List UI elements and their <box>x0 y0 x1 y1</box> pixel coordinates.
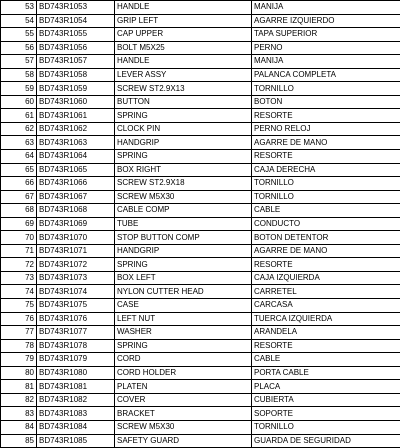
spanish-description-cell: GUARDA DE SEGURIDAD <box>252 434 400 448</box>
part-number-cell: BD743R1084 <box>37 420 115 434</box>
item-number-cell: 81 <box>1 380 37 394</box>
english-description-cell: HANDGRIP <box>115 244 252 258</box>
item-number-cell: 67 <box>1 190 37 204</box>
english-description-cell: SCREW ST2.9X18 <box>115 177 252 191</box>
item-number-cell: 65 <box>1 163 37 177</box>
part-number-cell: BD743R1057 <box>37 55 115 69</box>
item-number-cell: 57 <box>1 55 37 69</box>
part-number-cell: BD743R1062 <box>37 122 115 136</box>
part-number-cell: BD743R1067 <box>37 190 115 204</box>
english-description-cell: BOLT M5X25 <box>115 41 252 55</box>
table-row <box>1 339 400 353</box>
part-number-cell: BD743R1058 <box>37 68 115 82</box>
part-number-cell: BD743R1082 <box>37 393 115 407</box>
english-description-cell: WASHER <box>115 326 252 340</box>
part-number-cell: BD743R1076 <box>37 312 115 326</box>
english-description-cell: GRIP LEFT <box>115 14 252 28</box>
english-description-cell: CLOCK PIN <box>115 122 252 136</box>
spanish-description-cell: AGARRE IZQUIERDO <box>252 14 400 28</box>
spanish-description-cell: AGARRE DE MANO <box>252 136 400 150</box>
spanish-description-cell: PERNO RELOJ <box>252 122 400 136</box>
table-row <box>1 177 400 191</box>
item-number-cell: 68 <box>1 204 37 218</box>
spanish-description-cell: TUERCA IZQUIERDA <box>252 312 400 326</box>
english-description-cell: STOP BUTTON COMP <box>115 231 252 245</box>
english-description-cell: BRACKET <box>115 407 252 421</box>
table-row <box>1 244 400 258</box>
english-description-cell: CABLE COMP <box>115 204 252 218</box>
part-number-cell: BD743R1069 <box>37 217 115 231</box>
item-number-cell: 80 <box>1 366 37 380</box>
item-number-cell: 73 <box>1 271 37 285</box>
spanish-description-cell: CABLE <box>252 353 400 367</box>
item-number-cell: 69 <box>1 217 37 231</box>
spanish-description-cell: CAJA DERECHA <box>252 163 400 177</box>
english-description-cell: CAP UPPER <box>115 28 252 42</box>
english-description-cell: PLATEN <box>115 380 252 394</box>
parts-table-body <box>1 1 400 448</box>
english-description-cell: SCREW ST2.9X13 <box>115 82 252 96</box>
english-description-cell: SPRING <box>115 258 252 272</box>
item-number-cell: 71 <box>1 244 37 258</box>
table-row <box>1 407 400 421</box>
english-description-cell: SCREW M5X30 <box>115 420 252 434</box>
spanish-description-cell: CABLE <box>252 204 400 218</box>
english-description-cell: HANDLE <box>115 55 252 69</box>
part-number-cell: BD743R1065 <box>37 163 115 177</box>
table-row <box>1 326 400 340</box>
english-description-cell: COVER <box>115 393 252 407</box>
table-row <box>1 190 400 204</box>
part-number-cell: BD743R1063 <box>37 136 115 150</box>
table-row <box>1 366 400 380</box>
spanish-description-cell: ARANDELA <box>252 326 400 340</box>
item-number-cell: 79 <box>1 353 37 367</box>
spanish-description-cell: RESORTE <box>252 339 400 353</box>
spanish-description-cell: RESORTE <box>252 150 400 164</box>
spanish-description-cell: CAJA IZQUIERDA <box>252 271 400 285</box>
english-description-cell: SCREW M5X30 <box>115 190 252 204</box>
spanish-description-cell: CONDUCTO <box>252 217 400 231</box>
english-description-cell: BUTTON <box>115 95 252 109</box>
part-number-cell: BD743R1053 <box>37 1 115 15</box>
part-number-cell: BD743R1060 <box>37 95 115 109</box>
part-number-cell: BD743R1066 <box>37 177 115 191</box>
english-description-cell: CASE <box>115 299 252 313</box>
table-row <box>1 68 400 82</box>
item-number-cell: 74 <box>1 285 37 299</box>
table-row <box>1 420 400 434</box>
table-row <box>1 1 400 15</box>
spanish-description-cell: CUBIERTA <box>252 393 400 407</box>
part-number-cell: BD743R1064 <box>37 150 115 164</box>
table-row <box>1 271 400 285</box>
table-row <box>1 312 400 326</box>
table-row <box>1 82 400 96</box>
english-description-cell: BOX LEFT <box>115 271 252 285</box>
spanish-description-cell: CARCASA <box>252 299 400 313</box>
item-number-cell: 60 <box>1 95 37 109</box>
part-number-cell: BD743R1078 <box>37 339 115 353</box>
table-row <box>1 95 400 109</box>
spanish-description-cell: MANIJA <box>252 55 400 69</box>
table-row <box>1 41 400 55</box>
english-description-cell: NYLON CUTTER HEAD <box>115 285 252 299</box>
item-number-cell: 54 <box>1 14 37 28</box>
english-description-cell: SPRING <box>115 339 252 353</box>
spanish-description-cell: CARRETEL <box>252 285 400 299</box>
table-row <box>1 285 400 299</box>
table-row <box>1 258 400 272</box>
table-row <box>1 204 400 218</box>
item-number-cell: 58 <box>1 68 37 82</box>
spanish-description-cell: BOTON DETENTOR <box>252 231 400 245</box>
part-number-cell: BD743R1068 <box>37 204 115 218</box>
english-description-cell: CORD <box>115 353 252 367</box>
part-number-cell: BD743R1081 <box>37 380 115 394</box>
part-number-cell: BD743R1083 <box>37 407 115 421</box>
item-number-cell: 61 <box>1 109 37 123</box>
spanish-description-cell: RESORTE <box>252 109 400 123</box>
part-number-cell: BD743R1080 <box>37 366 115 380</box>
part-number-cell: BD743R1054 <box>37 14 115 28</box>
part-number-cell: BD743R1056 <box>37 41 115 55</box>
spanish-description-cell: AGARRE DE MANO <box>252 244 400 258</box>
item-number-cell: 84 <box>1 420 37 434</box>
item-number-cell: 64 <box>1 150 37 164</box>
english-description-cell: SPRING <box>115 150 252 164</box>
spanish-description-cell: PALANCA COMPLETA <box>252 68 400 82</box>
english-description-cell: HANDLE <box>115 1 252 15</box>
table-row <box>1 109 400 123</box>
item-number-cell: 75 <box>1 299 37 313</box>
table-row <box>1 231 400 245</box>
table-row <box>1 353 400 367</box>
item-number-cell: 56 <box>1 41 37 55</box>
spanish-description-cell: BOTON <box>252 95 400 109</box>
table-row <box>1 380 400 394</box>
item-number-cell: 72 <box>1 258 37 272</box>
item-number-cell: 78 <box>1 339 37 353</box>
table-row <box>1 150 400 164</box>
english-description-cell: TUBE <box>115 217 252 231</box>
table-row <box>1 163 400 177</box>
table-row <box>1 55 400 69</box>
english-description-cell: LEVER ASSY <box>115 68 252 82</box>
part-number-cell: BD743R1085 <box>37 434 115 448</box>
english-description-cell: SPRING <box>115 109 252 123</box>
item-number-cell: 63 <box>1 136 37 150</box>
table-row <box>1 14 400 28</box>
spanish-description-cell: SOPORTE <box>252 407 400 421</box>
item-number-cell: 55 <box>1 28 37 42</box>
table-row <box>1 122 400 136</box>
table-row <box>1 434 400 448</box>
item-number-cell: 59 <box>1 82 37 96</box>
part-number-cell: BD743R1071 <box>37 244 115 258</box>
spanish-description-cell: PORTA CABLE <box>252 366 400 380</box>
item-number-cell: 82 <box>1 393 37 407</box>
table-row <box>1 393 400 407</box>
english-description-cell: CORD HOLDER <box>115 366 252 380</box>
part-number-cell: BD743R1059 <box>37 82 115 96</box>
table-row <box>1 299 400 313</box>
spanish-description-cell: MANIJA <box>252 1 400 15</box>
item-number-cell: 62 <box>1 122 37 136</box>
item-number-cell: 53 <box>1 1 37 15</box>
table-row <box>1 217 400 231</box>
spanish-description-cell: PLACA <box>252 380 400 394</box>
part-number-cell: BD743R1070 <box>37 231 115 245</box>
item-number-cell: 85 <box>1 434 37 448</box>
spanish-description-cell: RESORTE <box>252 258 400 272</box>
part-number-cell: BD743R1072 <box>37 258 115 272</box>
item-number-cell: 66 <box>1 177 37 191</box>
part-number-cell: BD743R1055 <box>37 28 115 42</box>
item-number-cell: 83 <box>1 407 37 421</box>
part-number-cell: BD743R1061 <box>37 109 115 123</box>
english-description-cell: SAFETY GUARD <box>115 434 252 448</box>
table-row <box>1 28 400 42</box>
item-number-cell: 70 <box>1 231 37 245</box>
item-number-cell: 76 <box>1 312 37 326</box>
table-row <box>1 136 400 150</box>
item-number-cell: 77 <box>1 326 37 340</box>
spanish-description-cell: TORNILLO <box>252 420 400 434</box>
spanish-description-cell: TORNILLO <box>252 82 400 96</box>
part-number-cell: BD743R1079 <box>37 353 115 367</box>
spanish-description-cell: TORNILLO <box>252 190 400 204</box>
part-number-cell: BD743R1073 <box>37 271 115 285</box>
spanish-description-cell: TORNILLO <box>252 177 400 191</box>
spanish-description-cell: TAPA SUPERIOR <box>252 28 400 42</box>
spanish-description-cell: PERNO <box>252 41 400 55</box>
english-description-cell: LEFT NUT <box>115 312 252 326</box>
part-number-cell: BD743R1074 <box>37 285 115 299</box>
part-number-cell: BD743R1075 <box>37 299 115 313</box>
english-description-cell: BOX RIGHT <box>115 163 252 177</box>
part-number-cell: BD743R1077 <box>37 326 115 340</box>
english-description-cell: HANDGRIP <box>115 136 252 150</box>
